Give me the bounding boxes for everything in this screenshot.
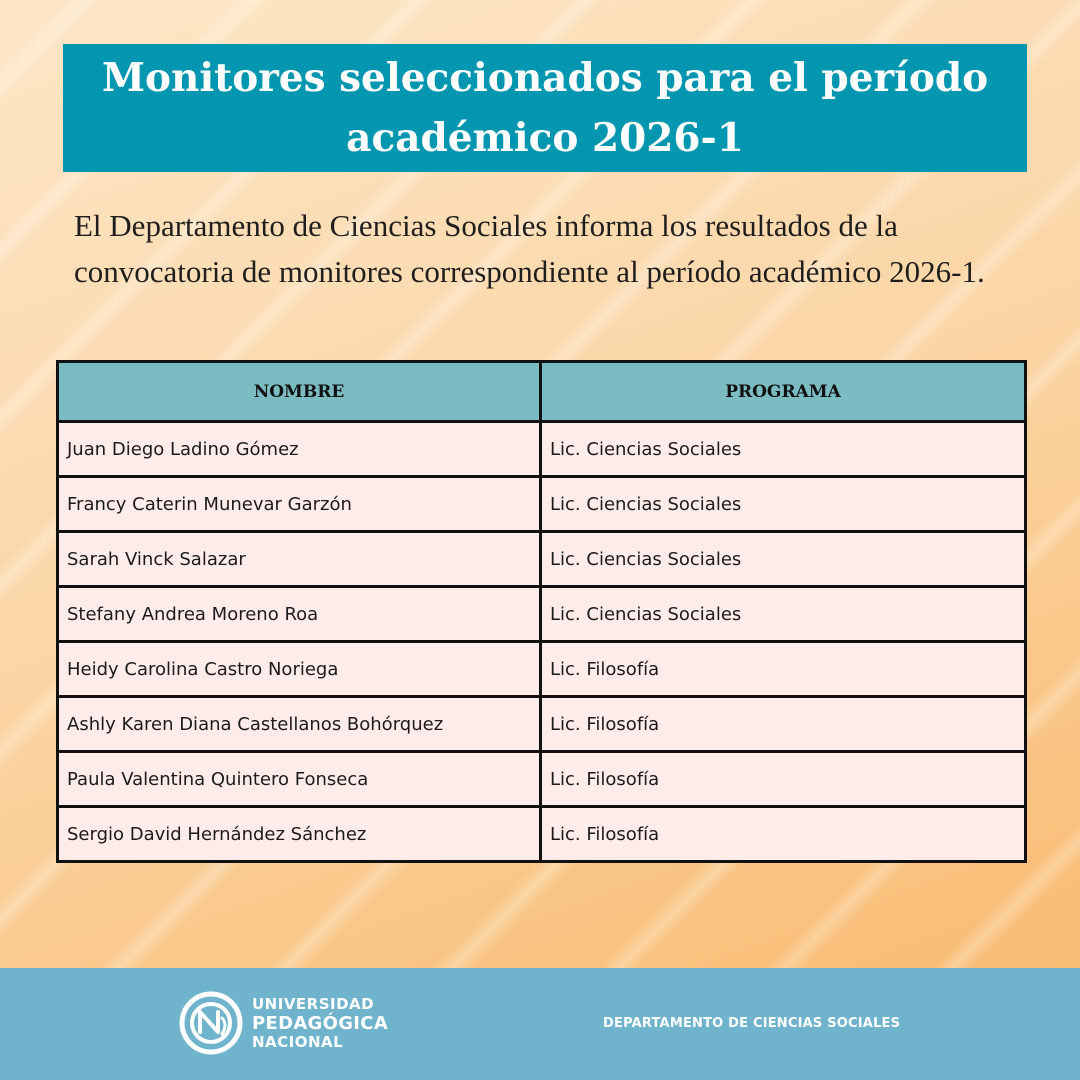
logo-line-nacional: NACIONAL: [252, 1032, 344, 1051]
cell-program: Lic. Ciencias Sociales: [541, 422, 1026, 477]
page-title: Monitores seleccionados para el período académico 2026-1: [101, 55, 989, 161]
cell-program: Lic. Ciencias Sociales: [541, 477, 1026, 532]
footer-bar: [0, 968, 1080, 1080]
cell-program: Lic. Ciencias Sociales: [541, 532, 1026, 587]
table-row: [58, 477, 1026, 532]
cell-name: Ashly Karen Diana Castellanos Bohórquez: [58, 697, 541, 752]
cell-name: Paula Valentina Quintero Fonseca: [58, 752, 541, 807]
cell-name: Sarah Vinck Salazar: [58, 532, 541, 587]
table-row: [58, 807, 1026, 862]
table-row: [58, 697, 1026, 752]
intro-paragraph: El Departamento de Ciencias Sociales informa los resultados de la convocatoria de monitores correspondiente al período académico 2026-1.: [74, 208, 985, 289]
logo-line-universidad: UNIVERSIDAD: [252, 994, 375, 1013]
table-row: [58, 642, 1026, 697]
cell-program: Lic. Filosofía: [541, 697, 1026, 752]
cell-name: Heidy Carolina Castro Noriega: [58, 642, 541, 697]
monitors-table: [56, 360, 1027, 863]
cell-name: Sergio David Hernández Sánchez: [58, 807, 541, 862]
university-logo: [178, 990, 388, 1056]
university-seal-icon: [178, 990, 244, 1056]
cell-name: Stefany Andrea Moreno Roa: [58, 587, 541, 642]
cell-name: Francy Caterin Munevar Garzón: [58, 477, 541, 532]
table-header-row: [58, 362, 1026, 422]
cell-program: Lic. Filosofía: [541, 807, 1026, 862]
title-banner: [63, 44, 1027, 172]
table-row: [58, 532, 1026, 587]
cell-program: Lic. Filosofía: [541, 752, 1026, 807]
logo-line-pedagogica: PEDAGÓGICA: [252, 1012, 389, 1034]
cell-program: Lic. Filosofía: [541, 642, 1026, 697]
cell-name: Juan Diego Ladino Gómez: [58, 422, 541, 477]
department-label: DEPARTAMENTO DE CIENCIAS SOCIALES: [603, 1016, 901, 1031]
column-header-nombre: NOMBRE: [58, 362, 541, 422]
university-name: [252, 995, 388, 1052]
table-row: [58, 422, 1026, 477]
table-row: [58, 752, 1026, 807]
table-row: [58, 587, 1026, 642]
cell-program: Lic. Ciencias Sociales: [541, 587, 1026, 642]
column-header-programa: PROGRAMA: [541, 362, 1026, 422]
